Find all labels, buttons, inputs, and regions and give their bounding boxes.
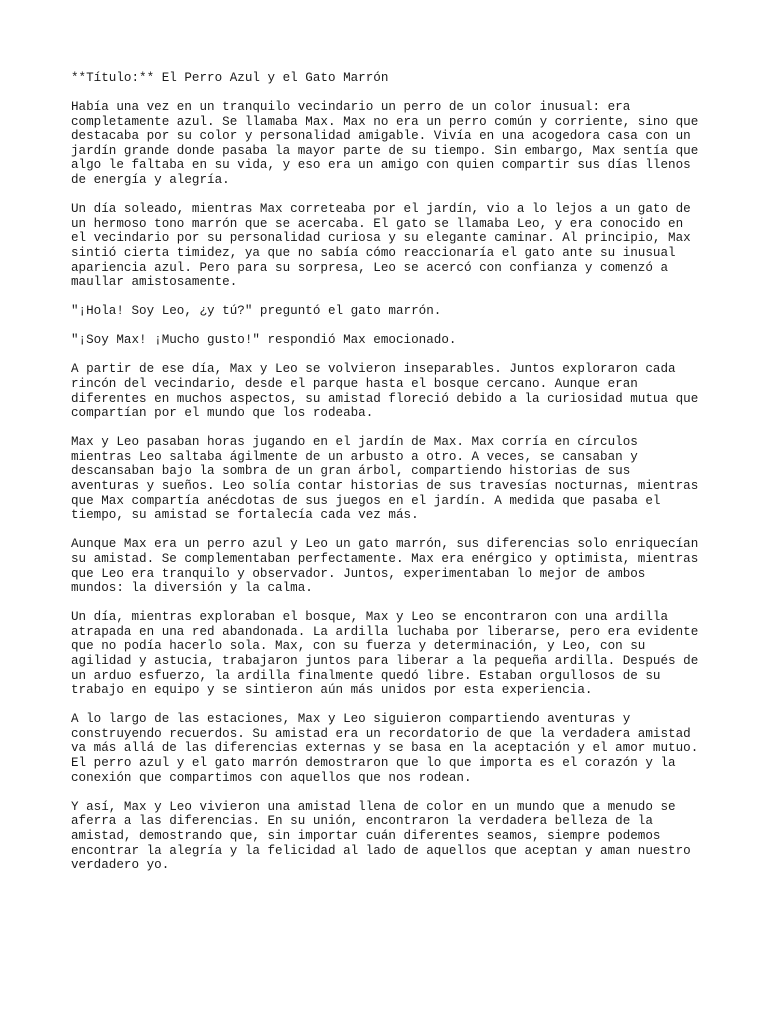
text-line: su amistad. Se complementaban perfectamente. Max era enérgico y optimista, mientras (71, 551, 699, 566)
text-line: sintió cierta timidez, ya que no sabía cómo reaccionaría el gato ante su inusual (71, 245, 676, 260)
text-line: "¡Soy Max! ¡Mucho gusto!" respondió Max emocionado. (71, 333, 457, 348)
text-line: de energía y alegría. (71, 173, 230, 188)
text-line: descansaban bajo la sombra de un gran árbol, compartiendo historias de sus (71, 464, 631, 479)
text-line: mundos: la diversión y la calma. (71, 581, 313, 596)
text-line: trabajo en equipo y se sintieron aún más unidos por esta experiencia. (71, 683, 593, 698)
text-line: El perro azul y el gato marrón demostraron que lo que importa es el corazón y la (71, 756, 676, 771)
text-line: aferra a las diferencias. En su unión, encontraron la verdadera belleza de la (71, 814, 653, 829)
text-line: un arduo esfuerzo, la ardilla finalmente quedó libre. Estaban orgullosos de su (71, 668, 661, 683)
text-line: Un día, mientras exploraban el bosque, Max y Leo se encontraron con una ardilla (71, 610, 669, 625)
paragraph-1 (71, 100, 711, 188)
text-line: que Max compartía anécdotas de sus juegos en el jardín. A medida que pasaba el (71, 493, 661, 508)
paragraph-5 (71, 362, 711, 420)
text-line: Un día soleado, mientras Max correteaba por el jardín, vio a lo lejos a un gato de (71, 202, 691, 217)
text-line: Max y Leo pasaban horas jugando en el jardín de Max. Max corría en círculos (71, 435, 638, 450)
text-line: diferentes en muchos aspectos, su amistad floreció debido a la curiosidad mutua que (71, 391, 699, 406)
text-line: conexión que compartimos con aquellos que nos rodean. (71, 770, 472, 785)
text-line: verdadero yo. (71, 858, 170, 873)
text-line: agilidad y astucia, trabajaron juntos para liberar a la pequeña ardilla. Después de (71, 654, 699, 668)
text-line: completamente azul. Se llamaba Max. Max no era un perro común y corriente, sino que (71, 114, 699, 129)
text-line: que Leo era tranquilo y observador. Juntos, experimentaban lo mejor de ambos (71, 566, 646, 581)
text-line: "¡Hola! Soy Leo, ¿y tú?" preguntó el gato marrón. (71, 304, 442, 319)
paragraph-10 (71, 800, 711, 873)
document-title: **Título:** El Perro Azul y el Gato Marrón (71, 71, 389, 85)
text-line: compartían por el mundo que los rodeaba. (71, 406, 374, 421)
text-line: Había una vez en un tranquilo vecindario un perro de un color inusual: era (71, 100, 631, 115)
text-line: jardín grande donde pasaba la mayor parte de su tiempo. Sin embargo, Max sentía que (71, 143, 699, 158)
text-line: va más allá de las diferencias externas y se basa en la aceptación y el amor mutuo. (71, 741, 699, 756)
text-line: mientras Leo saltaba ágilmente de un arbusto a otro. A veces, se cansaban y (71, 449, 638, 464)
paragraph-2 (71, 202, 711, 290)
paragraph-4 (71, 333, 711, 348)
text-line: que no podía hacerlo sola. Max, con su fuerza y determinación, y Leo, con su (71, 639, 646, 654)
text-line: amistad, demostrando que, sin importar cuán diferentes seamos, siempre podemos (71, 828, 661, 843)
text-line: el vecindario por su personalidad curiosa y su elegante caminar. Al principio, Max (71, 231, 691, 246)
text-line: rincón del vecindario, desde el parque hasta el bosque cercano. Aunque eran (71, 377, 638, 391)
text-line: tiempo, su amistad se fortalecía cada vez más. (71, 508, 419, 523)
document-body (71, 71, 711, 887)
paragraph-7 (71, 537, 711, 595)
text-line: construyendo recuerdos. Su amistad era un recordatorio de que la verdadera amistad (71, 726, 691, 741)
paragraph-9 (71, 712, 711, 785)
text-line: A partir de ese día, Max y Leo se volvieron inseparables. Juntos exploraron cada (71, 362, 676, 377)
text-line: atrapada en una red abandonada. La ardilla luchaba por liberarse, pero era evidente (71, 624, 699, 639)
text-line: Aunque Max era un perro azul y Leo un gato marrón, sus diferencias solo enriquecían (71, 537, 699, 552)
text-line: Y así, Max y Leo vivieron una amistad llena de color en un mundo que a menudo se (71, 799, 676, 814)
text-line: A lo largo de las estaciones, Max y Leo siguieron compartiendo aventuras y (71, 712, 631, 727)
paragraph-6 (71, 435, 711, 523)
text-line: apariencia azul. Pero para su sorpresa, Leo se acercó con confianza y comenzó a (71, 260, 669, 275)
text-line: maullar amistosamente. (71, 275, 238, 290)
text-line: algo le faltaba en su vida, y eso era un amigo con quien compartir sus días llenos (71, 158, 691, 173)
text-line: un hermoso tono marrón que se acercaba. El gato se llamaba Leo, y era conocido en (71, 216, 684, 231)
text-line: encontrar la alegría y la felicidad al lado de aquellos que aceptan y aman nuestro (71, 843, 691, 858)
paragraph-3 (71, 304, 711, 319)
text-line: destacaba por su color y personalidad amigable. Vivía en una acogedora casa con un (71, 129, 691, 144)
paragraph-8 (71, 610, 711, 698)
text-line: aventuras y sueños. Leo solía contar historias de sus travesías nocturnas, mientras (71, 479, 699, 494)
